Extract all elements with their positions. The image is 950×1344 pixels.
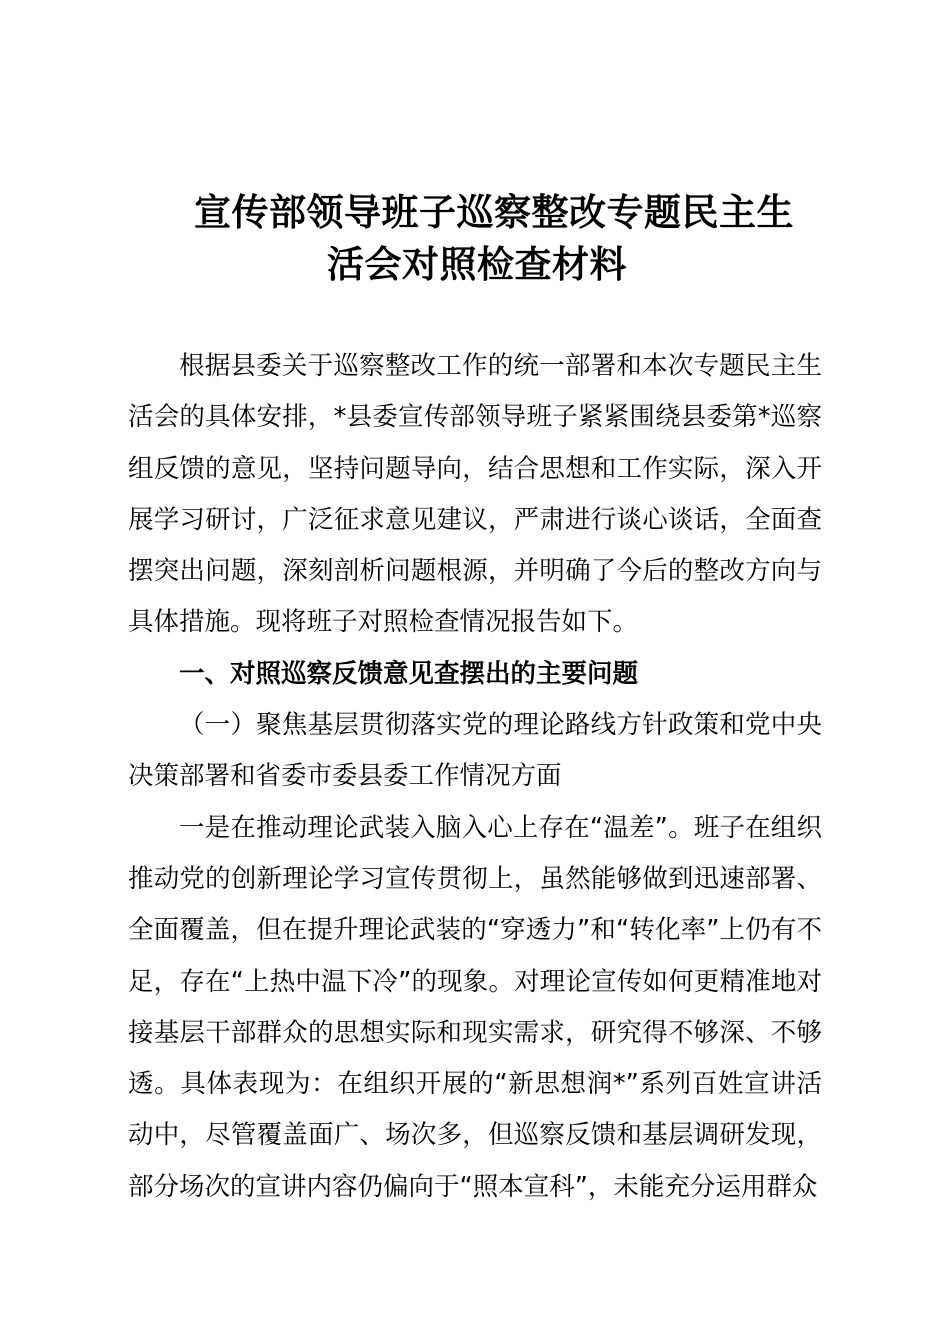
intro-paragraph: 根据县委关于巡察整改工作的统一部署和本次专题民主生活会的具体安排，*县委宣传部领导班子紧紧围绕县委第*巡察组反馈的意见，坚持问题导向，结合思想和工作实际，深入开展学习研讨，广泛征求意见建议，严肃进行谈心谈话，全面查摆突出问题，深刻剖析问题根源，并明确了今后的整改方向与具体措施。现将班子对照检查情况报告如下。: [128, 351, 822, 638]
section-heading: 一、对照巡察反馈意见查摆出的主要问题: [179, 658, 639, 689]
document-body: [128, 341, 822, 1213]
subsection-heading: （一）聚焦基层贯彻落实党的理论路线方针政策和党中央决策部署和省委市委县委工作情况方面: [128, 710, 822, 792]
document-title-line-1: 宣传部领导班子巡察整改专题民主生: [194, 190, 794, 234]
point-paragraph: 一是在推动理论武装入脑入心上存在“温差”。班子在组织推动党的创新理论学习宣传贯彻上，虽然能够做到迅速部署、全面覆盖，但在提升理论武装的“穿透力”和“转化率”上仍有不足，存在“上热中温下冷”的现象。对理论宣传如何更精准地对接基层干部群众的思想实际和现实需求，研究得不够深、不够透。具体表现为：在组织开展的“新思想润*”系列百姓宣讲活动中，尽管覆盖面广、场次多，但巡察反馈和基层调研发现，部分场次的宣讲内容仍偏向于“照本宣科”，未能充分运用群众: [128, 812, 822, 1202]
document-title-line-2: 活会对照检查材料: [327, 242, 627, 286]
